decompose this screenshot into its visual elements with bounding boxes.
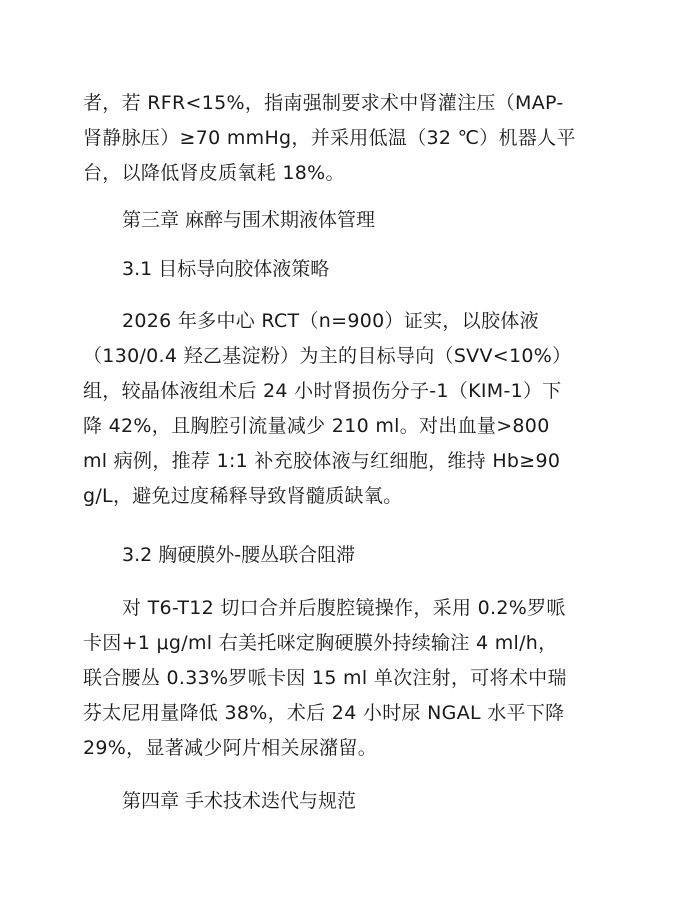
text-line: 2026 年多中心 RCT（n=900）证实，以胶体液 <box>122 310 539 332</box>
text-line: 29%，显著减少阿片相关尿潴留。 <box>83 737 378 759</box>
text-line: 降 42%，且胸腔引流量减少 210 ml。对出血量>800 <box>83 415 550 437</box>
text-line: 台，以降低肾皮质氧耗 18%。 <box>83 162 345 184</box>
text-line: 对 T6-T12 切口合并后腹腔镜操作，采用 0.2%罗哌 <box>122 597 566 619</box>
text-line: 芬太尼用量降低 38%，术后 24 小时尿 NGAL 水平下降 <box>83 702 565 724</box>
text-line: （130/0.4 羟乙基淀粉）为主的目标导向（SVV<10%） <box>83 345 572 367</box>
text-line: 肾静脉压）≥70 mmHg，并采用低温（32 ℃）机器人平 <box>83 127 576 149</box>
paragraph-epidural-block <box>83 591 623 766</box>
section-3-1-heading: 3.1 目标导向胶体液策略 <box>122 258 330 280</box>
text-line: ml 病例，推荐 1:1 补充胶体液与红细胞，维持 Hb≥90 <box>83 450 561 472</box>
text-line: 卡因+1 μg/ml 右美托咪定胸硬膜外持续输注 4 ml/h， <box>83 632 558 654</box>
text-line: g/L，避免过度稀释导致肾髓质缺氧。 <box>83 485 403 507</box>
section-3-2-heading: 3.2 胸硬膜外-腰丛联合阻滞 <box>122 544 356 566</box>
chapter-3-heading: 第三章 麻醉与围术期液体管理 <box>122 209 376 231</box>
chapter-4-heading: 第四章 手术技术迭代与规范 <box>122 790 357 812</box>
text-line: 联合腰丛 0.33%罗哌卡因 15 ml 单次注射，可将术中瑞 <box>83 667 567 689</box>
text-line: 者，若 RFR<15%，指南强制要求术中肾灌注压（MAP- <box>83 92 564 114</box>
paragraph-colloid-strategy <box>83 304 623 514</box>
paragraph-renal-perfusion <box>83 86 623 191</box>
text-line: 组，较晶体液组术后 24 小时肾损伤分子-1（KIM-1）下 <box>83 380 562 402</box>
